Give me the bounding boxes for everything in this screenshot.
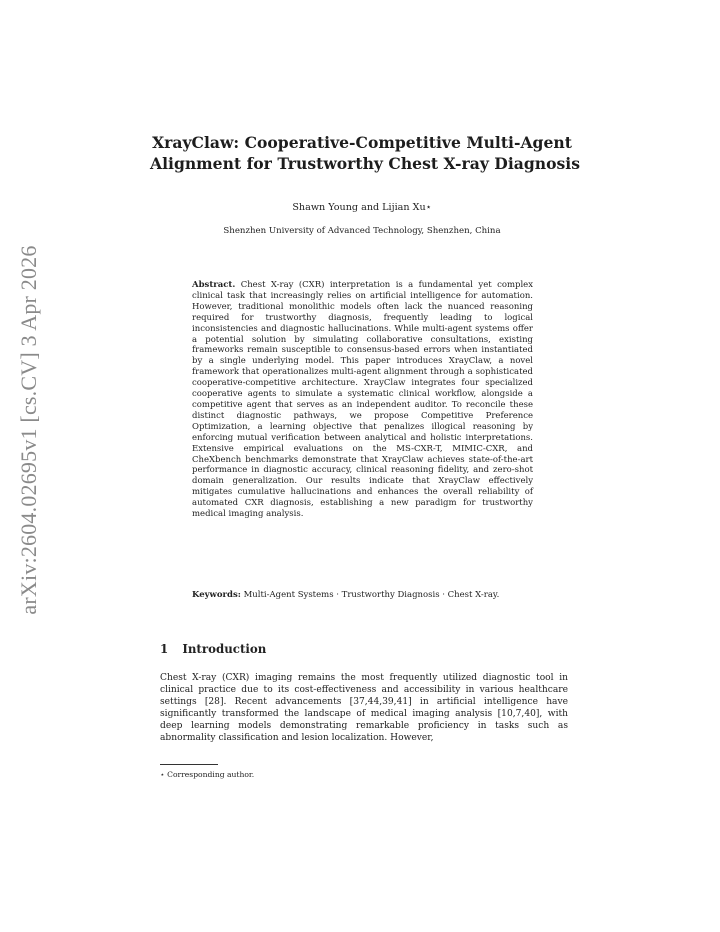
abstract-label: Abstract. (192, 280, 236, 290)
keywords-label: Keywords: (192, 590, 241, 600)
affiliation: Shenzhen University of Advanced Technology, Shenzhen, China (223, 226, 501, 236)
title-line-1: XrayClaw: Cooperative-Competitive Multi-Agent (152, 133, 572, 152)
introduction-paragraph: Chest X-ray (CXR) imaging remains the most frequently utilized diagnostic tool in clinical practice due to its cost-effectiveness and accessibility in various healthcare settings [28]. Recent advancements [37,44,39,41] in artificial intelligence have significantly transformed the landscape of medical imaging analysis [10,7,40], with deep learning models demonstrating remarkable proficiency in tasks such as abnormality classification and lesion localization. However, (160, 673, 568, 744)
section-number: 1 (160, 642, 169, 656)
section-title: Introduction (182, 642, 267, 656)
author-list: Shawn Young and Lijian Xu⋆ (292, 202, 432, 213)
footnote-rule (160, 764, 218, 765)
footnote-corresponding-author: ⋆ Corresponding author. (160, 770, 255, 779)
paper-title (150, 132, 580, 174)
keywords-block (192, 590, 533, 601)
arxiv-id-text: arXiv:2604.02695v1 [cs.CV] 3 Apr 2026 (16, 245, 41, 615)
title-line-2: Alignment for Trustworthy Chest X-ray Diagnosis (150, 154, 580, 173)
abstract-block (192, 280, 533, 520)
abstract-text: Chest X-ray (CXR) interpretation is a fundamental yet complex clinical task that increasingly relies on artificial intelligence for automation. However, traditional monolithic models often lack the nuanced reasoning required for trustworthy diagnosis, frequently leading to logical inconsistencies and diagnostic hallucinations. While multi-agent systems offer a potential solution by simulating collaborative consultations, existing frameworks remain susceptible to consensus-based errors when instantiated by a single underlying model. This paper introduces XrayClaw, a novel framework that operationalizes multi-agent alignment through a sophisticated cooperative-competitive architecture. XrayClaw integrates four specialized cooperative agents to simulate a systematic clinical workflow, alongside a competitive agent that serves as an independent auditor. To reconcile these distinct diagnostic pathways, we propose Competitive Preference Optimization, a learning objective that penalizes illogical reasoning by enforcing mutual verification between analytical and holistic interpretations. Extensive empirical evaluations on the MS-CXR-T, MIMIC-CXR, and CheXbench benchmarks demonstrate that XrayClaw achieves state-of-the-art performance in diagnostic accuracy, clinical reasoning fidelity, and zero-shot domain generalization. Our results indicate that XrayClaw effectively mitigates cumulative hallucinations and enhances the overall reliability of automated CXR diagnosis, establishing a new paradigm for trustworthy medical imaging analysis. (192, 280, 533, 520)
section-heading-introduction (160, 642, 266, 656)
arxiv-identifier-stamp (4, 200, 54, 660)
keywords-text: Multi-Agent Systems · Trustworthy Diagnosis · Chest X-ray. (243, 590, 500, 600)
